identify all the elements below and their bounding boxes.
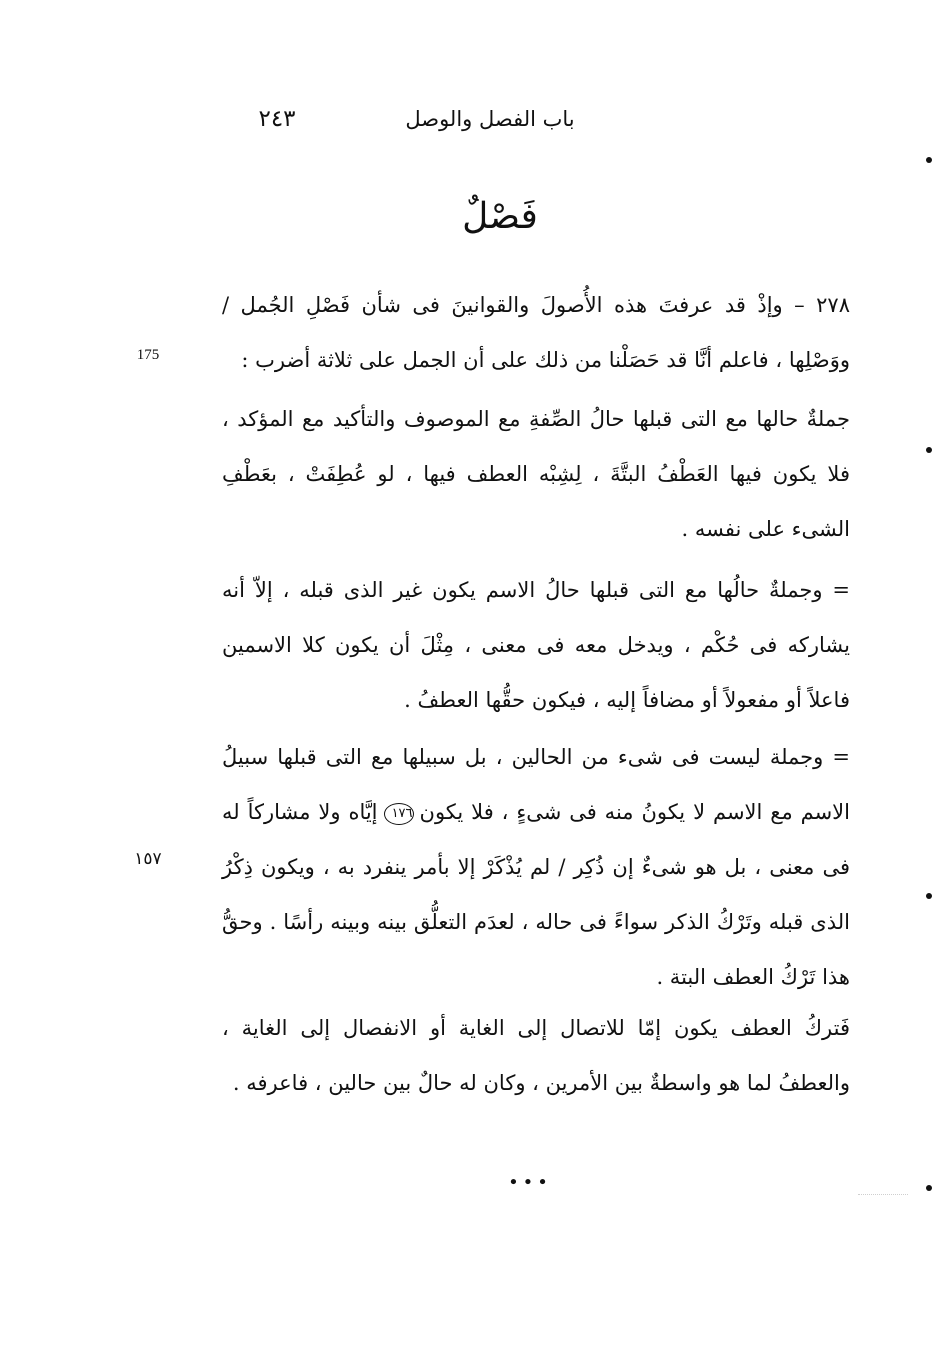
circled-page-marker: ١٧٦ — [384, 803, 414, 825]
margin-number-175: 175 — [136, 347, 160, 363]
paragraph-third-type — [222, 730, 850, 1005]
paragraph-278: ٢٧٨ – وإذْ قد عرفتَ هذه الأُصولَ والقوانينَ فى شأن فَصْلِ الجُمل / ووَصْلِها ، فاعلم أنَّا قد حَصَلْنا من ذلك على أن الجمل على ثلاثة أضرب : — [222, 293, 850, 372]
paragraph-third-type-part1: = وجملة ليست فى شىء من الحالين ، بل سبيلها مع التى قبلها سبيلُ الاسم مع الاسم لا يكونُ منه فى شىءٍ ، فلا يكون — [222, 745, 850, 824]
page-number: ٢٤٣ — [258, 106, 296, 132]
section-heading: فَصْلٌ — [462, 196, 538, 237]
scan-edge-dot — [926, 157, 932, 163]
scan-edge-dot — [926, 1185, 932, 1191]
running-head-title: باب الفصل والوصل — [405, 107, 575, 131]
scan-edge-dot — [926, 893, 932, 899]
scan-artifact-line — [858, 1194, 908, 1195]
margin-number-157: ١٥٧ — [134, 849, 162, 868]
scan-edge-dot — [926, 447, 932, 453]
paragraph-first-type: جملةٌ حالها مع التى قبلها حالُ الصِّفةِ مع الموصوف والتأكيد مع المؤكد ، فلا يكون فيها العَطْفُ البتَّةَ ، لِشِبْه العطف فيها ، لو عُطِفَتْ ، بعَطْفِ الشىء على نفسه . — [222, 407, 850, 541]
end-ornament: ••• — [508, 1172, 552, 1193]
paragraph-third-type-part2: إيَّاه ولا مشاركاً له فى معنى ، بل هو شىءٌ إن ذُكِر / لم يُذْكَرْ إلا بأمر ينفرد به ، ويكون ذِكْرُ الذى قبله وتَرْكُ الذكر سواءً فى حاله ، لعدَم التعلُّق بينه وبينه رأسًا . وحقُّ هذا تَرْكُ العطف البتة . — [222, 800, 850, 989]
paragraph-second-type: = وجملةٌ حالُها مع التى قبلها حالُ الاسم يكون غير الذى قبله ، إلاّ أنه يشاركه فى حُكْم ، ويدخل معه فى معنى ، مِثْلَ أن يكون كلا الاسمين فاعلاً أو مفعولاً أو مضافاً إليه ، فيكون حقُّها العطفُ . — [222, 578, 850, 712]
paragraph-conclusion: فَتركُ العطف يكون إمّا للاتصال إلى الغاية أو الانفصال إلى الغاية ، والعطفُ لما هو واسطةٌ بين الأمرين ، وكان له حالٌ بين حالين ، فاعرفه . — [222, 1016, 850, 1095]
